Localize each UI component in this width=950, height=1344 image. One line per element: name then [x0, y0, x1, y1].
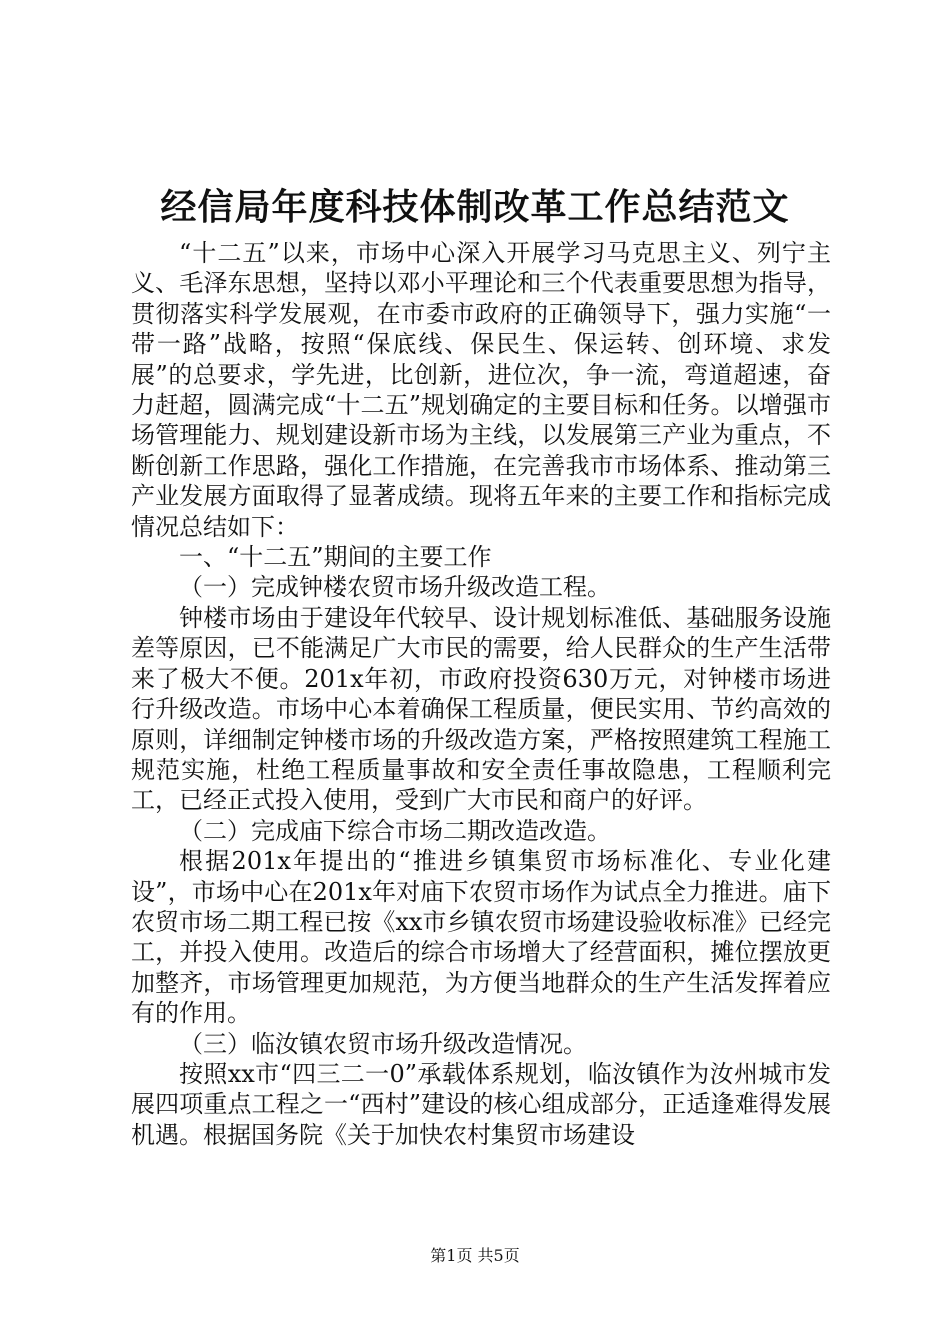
paragraph-intro: “十二五”以来，市场中心深入开展学习马克思主义、列宁主义、毛泽东思想，坚持以邓小平理论和三个代表重要思想为指导，贯彻落实科学发展观，在市委市政府的正确领导下，强力实施“一带一路”战略，按照“保底线、保民生、保运转、创环境、求发展”的总要求，学先进，比创新，进位次，争一流，弯道超速，奋力赶超，圆满完成“十二五”规划确定的主要目标和任务。以增强市场管理能力、规划建设新市场为主线，以发展第三产业为重点，不断创新工作思路，强化工作措施，在完善我市市场体系、推动第三产业发展方面取得了显著成绩。现将五年来的主要工作和指标完成情况总结如下：: [131, 239, 831, 541]
paragraph-item-2: 根据201x年提出的“推进乡镇集贸市场标准化、专业化建设”，市场中心在201x年对庙下农贸市场作为试点全力推进。庙下农贸市场二期工程已按《xx市乡镇农贸市场建设验收标准》已经完工，并投入使用。改造后的综合市场增大了经营面积，摊位摆放更加整齐，市场管理更加规范，为方便当地群众的生产生活发挥着应有的作用。: [131, 847, 831, 1028]
subheading-item-2: （二）完成庙下综合市场二期改造改造。: [179, 816, 611, 845]
subheading-item-3: （三）临汝镇农贸市场升级改造情况。: [179, 1029, 587, 1058]
paragraph-item-3: 按照xx市“四三二一0”承载体系规划，临汝镇作为汝州城市发展四项重点工程之一“西村”建设的核心组成部分，正适逢难得发展机遇。根据国务院《关于加快农村集贸市场建设: [131, 1059, 831, 1149]
paragraph-item-1: 钟楼市场由于建设年代较早、设计规划标准低、基础服务设施差等原因，已不能满足广大市民的需要，给人民群众的生产生活带来了极大不便。201x年初，市政府投资630万元，对钟楼市场进行升级改造。市场中心本着确保工程质量，便民实用、节约高效的原则，详细制定钟楼市场的升级改造方案，严格按照建筑工程施工规范实施，杜绝工程质量事故和安全责任事故隐患，工程顺利完工，已经正式投入使用，受到广大市民和商户的好评。: [131, 603, 831, 815]
page-number-footer: 第1页 共5页: [430, 1246, 520, 1265]
document-title: 经信局年度科技体制改革工作总结范文: [160, 186, 790, 228]
heading-section-1: 一、“十二五”期间的主要工作: [179, 543, 492, 572]
document-body: [131, 238, 831, 1150]
subheading-item-1: （一）完成钟楼农贸市场升级改造工程。: [179, 573, 611, 602]
